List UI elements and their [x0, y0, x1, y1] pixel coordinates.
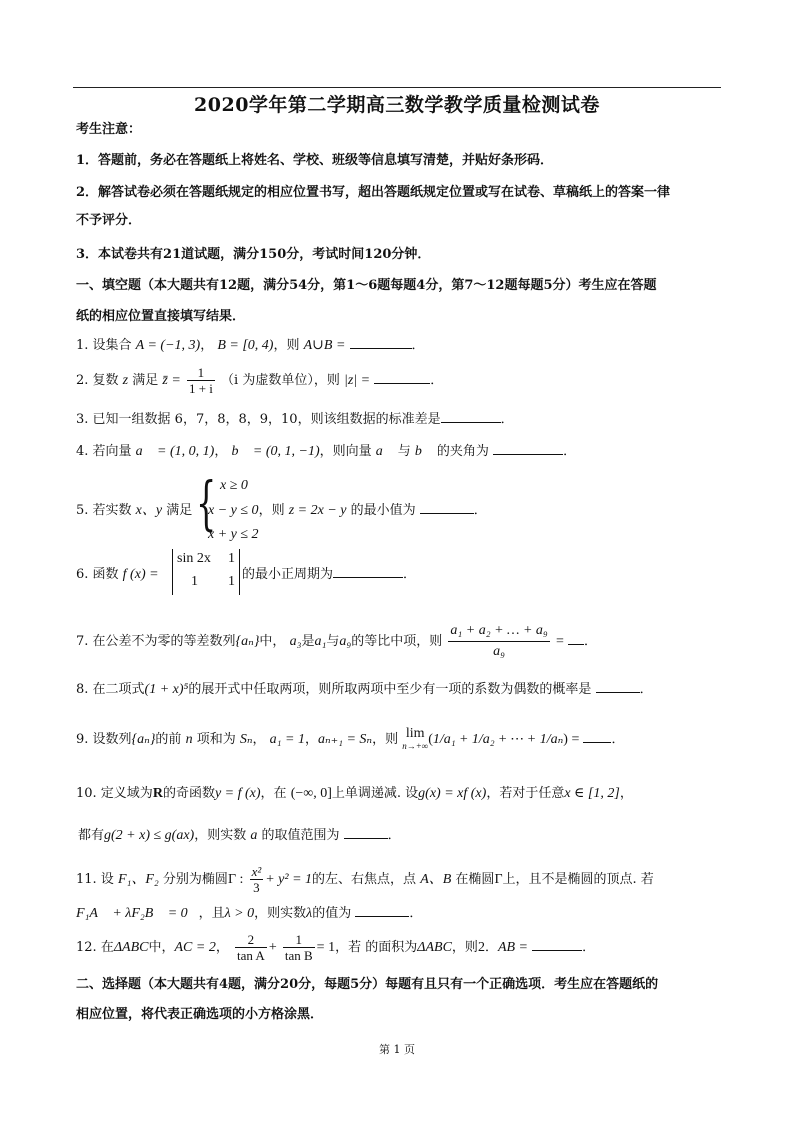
question-8: 8. 在二项式(1 + x)⁵的展开式中任取两项，则所取两项中至少有一项的系数为偶数的概率是 ． — [76, 682, 653, 697]
question-7: 7. 在公差不为零的等差数列{aₙ}中， a₃是a₁与a₉的等比中项，则 $\frac{\text{a₁ + a₂ + … + a₉}}{\text{a₉}}$ = ． — [76, 620, 597, 664]
answer-blank[interactable] — [333, 565, 403, 578]
fraction: $\frac{1}{1 + i}$ — [188, 365, 213, 396]
answer-blank[interactable] — [596, 680, 640, 693]
section2-heading: 二、选择题（本大题共有4题，满分20分，每题5分）每题有且只有一个正确选项．考生应在答题纸的 — [76, 977, 659, 992]
question-4: 4. 若向量 a⃗ = (1, 0, 1)， b⃗ = (0, 1, −1)，则向量 a⃗ 与 b⃗ 的夹角为 ． — [76, 444, 577, 459]
notice-item-3: 3．本试卷共有21道试题，满分150分，考试时间120分钟． — [76, 247, 431, 262]
question-10: 10. 定义域为R的奇函数y = f (x)，在 (−∞, 0]上单调递减. 设g(x) = xf (x)，若对于任意x ∈ [1, 2]， — [76, 786, 633, 801]
answer-blank[interactable] — [420, 501, 474, 514]
left-brace: { — [196, 469, 217, 537]
question-9: 9. 设数列{aₙ}的前 n 项和为 Sₙ， a₁ = 1，aₙ₊₁ = Sₙ，则 lim n→+∞ (1/a₁ + 1/a₂ + ⋯ + 1/aₙ) = ． — [76, 725, 625, 751]
answer-blank[interactable] — [568, 632, 584, 645]
answer-blank[interactable] — [441, 410, 501, 423]
fraction: $\frac{2}{\text{tan A}}$ — [237, 932, 265, 963]
page-number: 第 1 页 — [379, 1043, 415, 1056]
question-12: 12. 在ΔABC中，AC = 2， $\frac{2}{\text{tan A}}$ + $\frac{1}{\text{tan B}}$ = 1，若 的面积为ΔABC，则2．AB = ． — [76, 932, 596, 963]
question-3: 3. 已知一组数据 6，7，8，8，9，10，则该组数据的标准差是 ． — [76, 412, 514, 427]
answer-blank[interactable] — [344, 826, 388, 839]
answer-blank[interactable] — [493, 442, 563, 455]
answer-blank[interactable] — [532, 938, 582, 951]
determinant: sin 2x 1 1 1 — [172, 549, 240, 595]
question-10-cont: 都有g(2 + x) ≤ g(ax)，则实数 a 的取值范围为 ． — [78, 828, 401, 843]
answer-blank[interactable] — [355, 904, 409, 917]
question-1: 1. 设集合 A = (−1, 3)， B = [0, 4)，则 A∪B = ． — [76, 338, 425, 353]
limit: lim n→+∞ — [402, 725, 429, 751]
answer-blank[interactable] — [350, 336, 412, 349]
top-rule — [73, 87, 721, 88]
question-2: 2. 复数 z 满足 z̄ = $\frac{1}{1 + i}$ （i 为虚数单位），则 |z| = ． — [76, 365, 444, 396]
question-11: 11. 设 F₁、F₂ 分别为椭圆Γ : $\frac{\text{x²}}{3}$ + y² = 1的左、右焦点，点 A、B 在椭圆Γ上，且不是椭圆的顶点. 若 — [76, 864, 654, 895]
section1-heading-cont: 纸的相应位置直接填写结果． — [76, 309, 246, 324]
section1-heading: 一、填空题（本大题共有12题，满分54分，第1～6题每题4分，第7～12题每题5分）考生应在答题 — [76, 278, 657, 293]
section2-heading-cont: 相应位置，将代表正确选项的小方格涂黑． — [76, 1007, 324, 1022]
fraction: $\frac{\text{x²}}{3}$ — [251, 864, 262, 895]
fraction: $\frac{\text{a₁ + a₂ + … + a₉}}{\text{a₉}}$ — [450, 623, 548, 659]
notice-heading: 考生注意： — [76, 122, 142, 137]
answer-blank[interactable] — [374, 371, 430, 384]
notice-item-2: 2．解答试卷必须在答题纸规定的相应位置书写，超出答题纸规定位置或写在试卷、草稿纸上的答案一律 — [76, 185, 671, 200]
notice-item-2-cont: 不予评分． — [76, 213, 142, 228]
question-11-cont: F₁A⃗ + λF₂B⃗ = 0⃗，且λ > 0，则实数λ的值为 ． — [76, 906, 423, 921]
exam-page: 2020学年第二学期高三数学教学质量检测试卷 考生注意： 1．答题前，务必在答题纸上将姓名、学校、班级等信息填写清楚，并贴好条形码． 2．解答试卷必须在答题纸规定的相应位置书写，超出答题纸规定位置或写在试卷、草稿纸上的答案一律 不予评分． 3．本试卷共有21道试题，满分150分，考试时间120分钟． 一、填空题（本大题共有12题，满分54分，第1～6题每题4分，第7～12题每题5分）考生应在答题 纸的相应位置直接填写结果． 1. 设集合 A = (−1, 3)， B = [0, 4)，则 A∪B = ． 2. 复数 z 满足 z̄ = $\frac{1}{1 + i}$ （i 为虚数单位），则 |z| = ． 3. 已知一组数据 6，7，8，8，9，10，则该组数据的标准差是 ． 4. 若向量 a⃗ = (1, 0, 1)， b⃗ = (0, 1, −1)，则向量 a⃗ 与 b⃗ 的夹角为 ． { x ≥ 0 5. 若实数 x、y 满足 x − y ≤ 0，则 z = 2x − y 的最小值为 ． x + y ≤ 2 6. 函数 f (x) = sin 2x 1 1 1 的最小正周期为 ． 7. 在公差不为零的等差数列{aₙ}中， a₃是a₁与a₉的等比中项，则 $\frac{\text{a₁ + a₂ + … + a₉}}{\text{a₉}}$ = ． 8. 在二项式(1 + x)⁵的展开式中任取两项，则所取两项中至少有一项的系数为偶数的概率是 ． 9. 设数列{aₙ}的前 n 项和为 Sₙ， a₁ = 1，aₙ₊₁ = Sₙ，则 lim n→+∞ (1/a₁ + 1/a₂ + ⋯ + 1/aₙ) = ． 10. 定义域为R的奇函数y = f (x)，在 (−∞, 0]上单调递减. 设g(x) = xf (x)，若对于任意x ∈ [1, 2]， 都有g(2 + x) ≤ g(ax)，则实数 a 的取值范围为 ． 11. 设 F₁、F₂ 分别为椭圆Γ : $\frac{\text{x²}}{3}$ + y² = 1的左、右焦点，点 A、B 在椭圆Γ上，且不是椭圆的顶点. 若 F₁A⃗ + λF₂B⃗ = 0⃗，且λ > 0，则实数λ的值为 ． 12. 在ΔABC中，AC = 2， $\frac{2}{\text{tan A}}$ + $\frac{1}{\text{tan B}}$ = 1，若 的面积为ΔABC，则2．AB = ． 二、选择题（本大题共有4题，满分20分，每题5分）每题有且只有一个正确选项．考生应在答题纸的 相应位置，将代表正确选项的小方格涂黑． 第 1 页 — [0, 0, 794, 1122]
notice-item-1: 1．答题前，务必在答题纸上将姓名、学校、班级等信息填写清楚，并贴好条形码． — [76, 153, 554, 168]
answer-blank[interactable] — [583, 730, 611, 743]
page-title: 2020学年第二学期高三数学教学质量检测试卷 — [194, 94, 600, 116]
fraction: $\frac{1}{\text{tan B}}$ — [284, 932, 313, 963]
